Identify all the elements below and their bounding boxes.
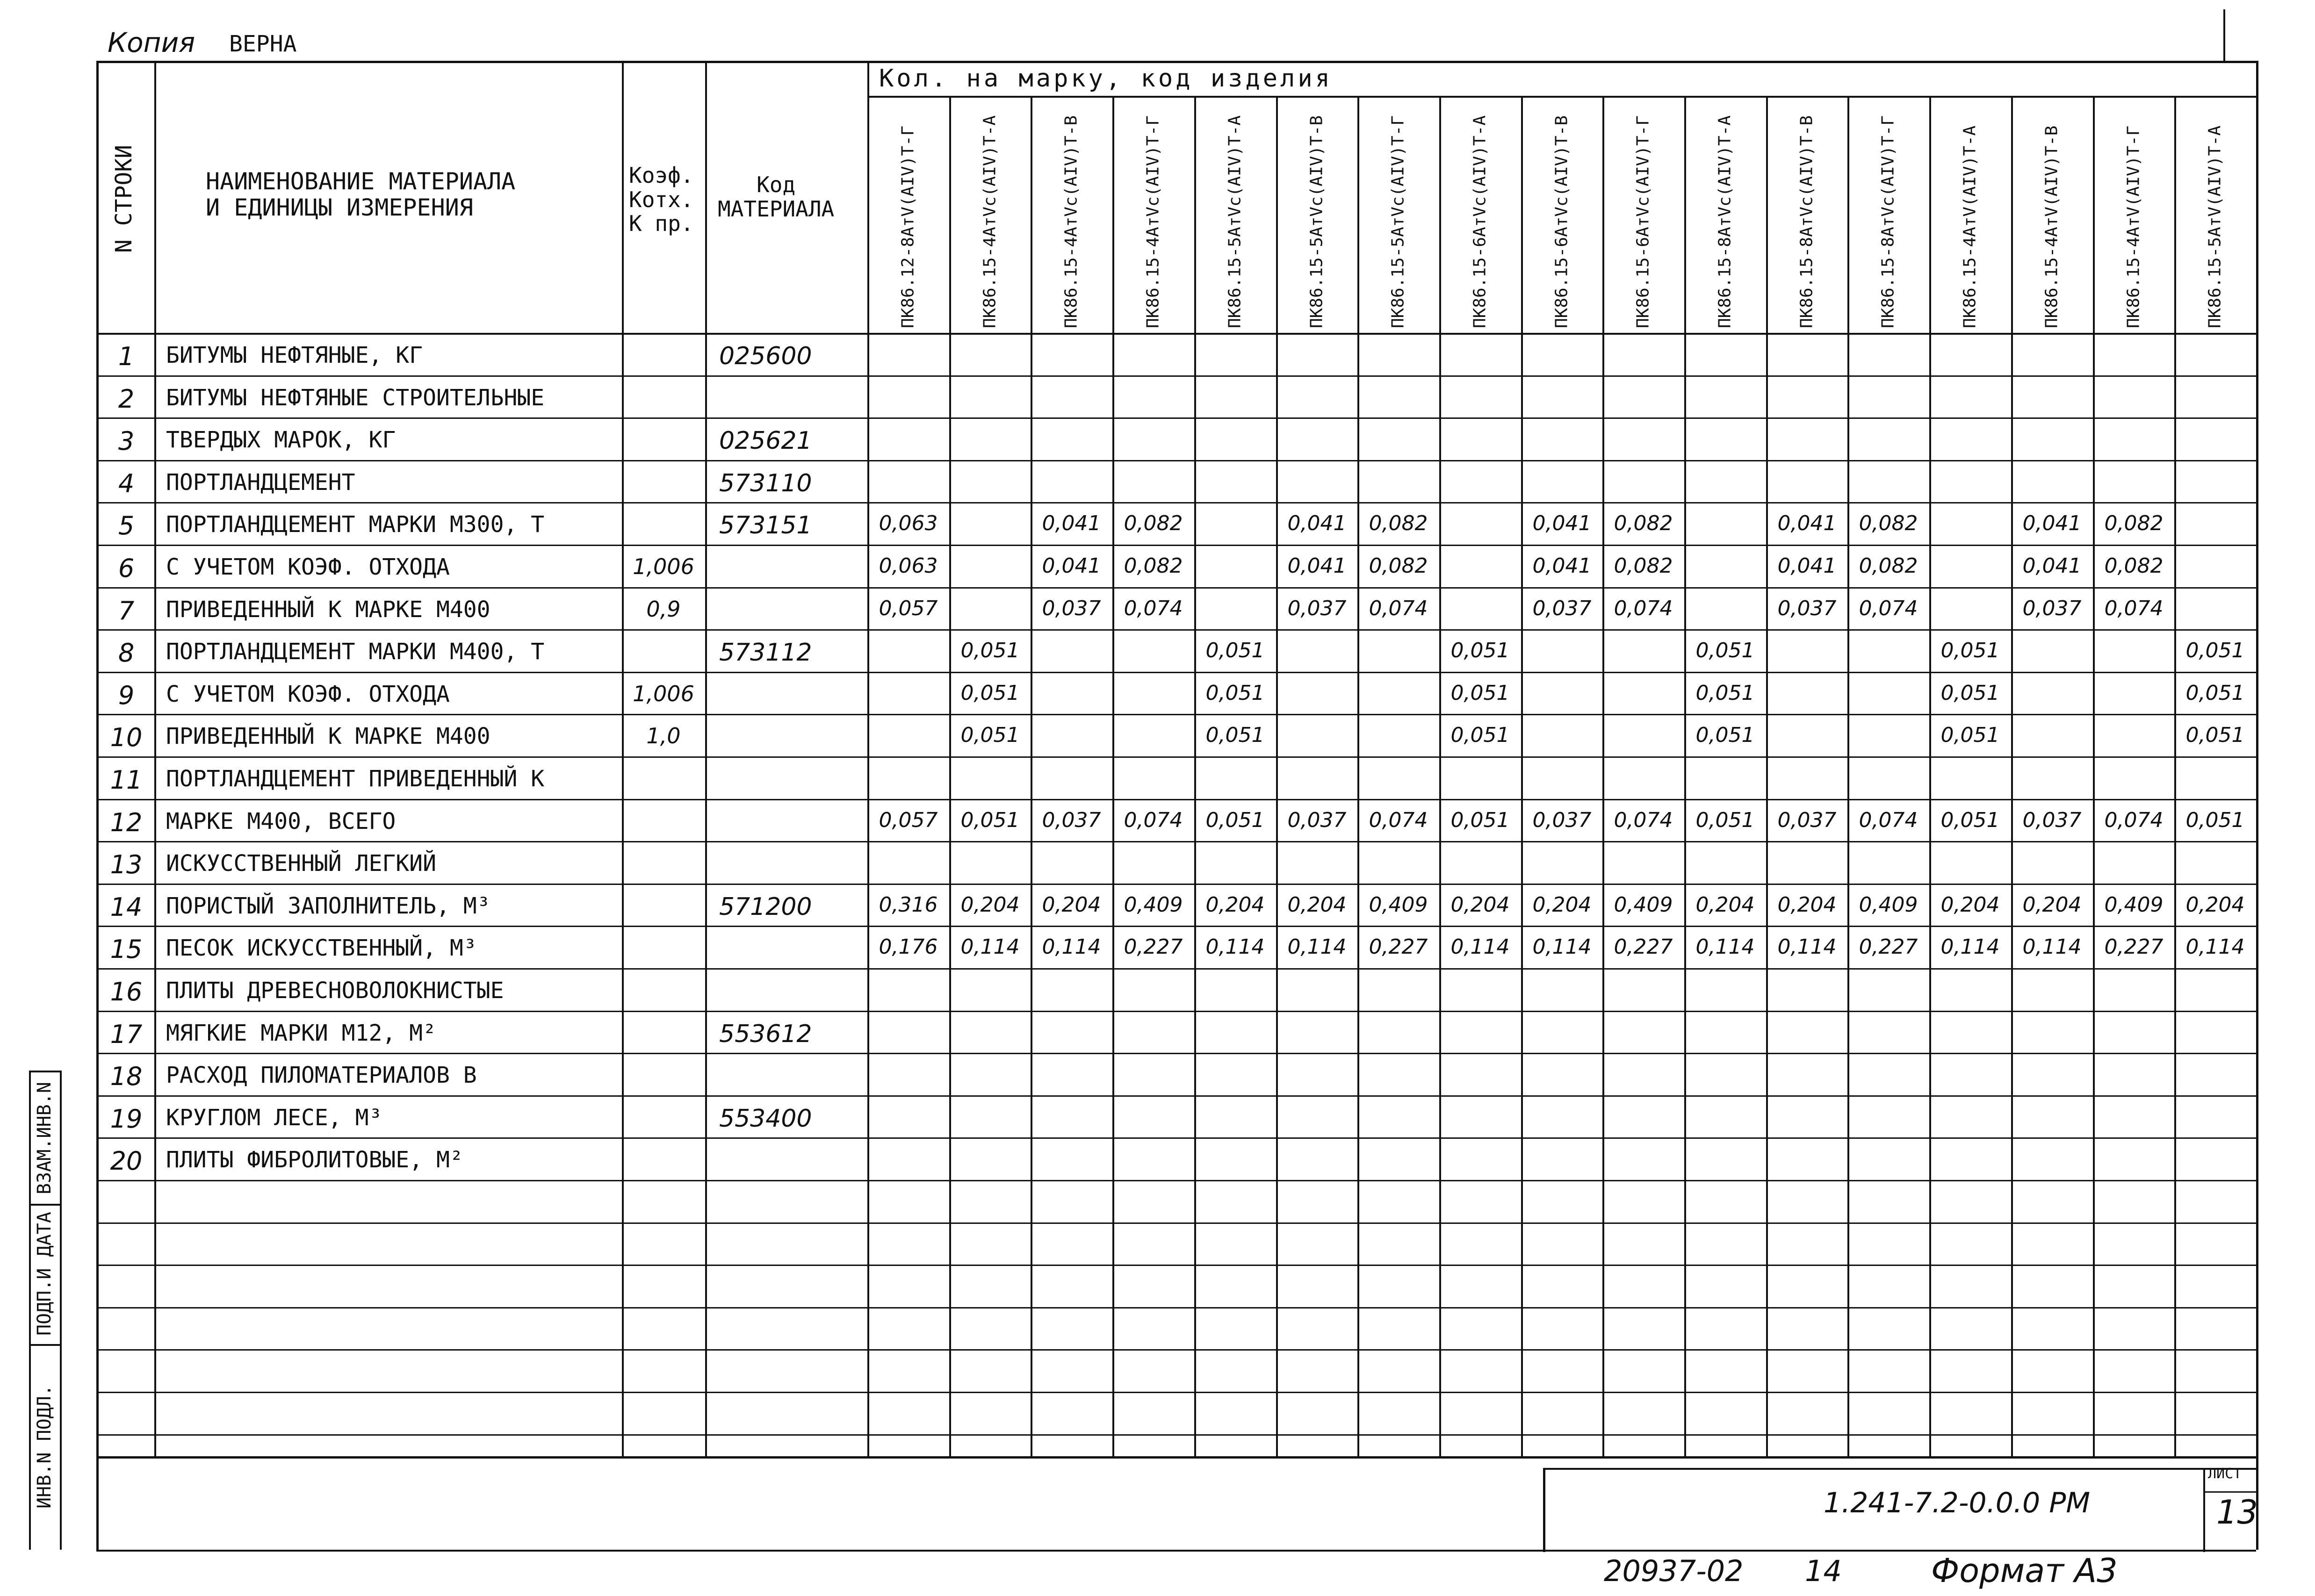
quantity-cell: 0,227 [1859,935,1918,959]
row-line [96,926,2256,927]
quantity-cell: 0,114 [2185,935,2245,959]
row-number: 3 [118,426,135,456]
quantity-cell: 0,041 [1042,511,1101,535]
quantity-cell: 0,041 [1042,554,1101,578]
quantity-cell: 0,041 [2022,554,2082,578]
row-number: 15 [110,935,143,964]
quantity-cell: 0,082 [1859,511,1918,535]
quantity-cell: 0,082 [2104,511,2164,535]
material-code: 025600 [719,342,812,370]
quantity-cell: 0,204 [1532,893,1592,917]
coefficient-header: Коэф. Котх. К пр. [629,163,694,237]
quantity-cell: 0,051 [960,723,1020,747]
row-number: 6 [118,554,135,583]
row-line [96,1180,2256,1181]
material-name: ПОРТЛАНДЦЕМЕНТ МАРКИ М300, Т [166,511,545,538]
row-line [96,714,2256,715]
row-line [96,841,2256,842]
product-column-line [1276,96,1278,1456]
product-column-line [1031,96,1032,1456]
quantity-cell: 0,114 [1940,935,2000,959]
quantity-cell: 0,051 [1205,639,1265,662]
row-line [96,460,2256,461]
material-code: 571200 [719,893,812,921]
material-code: 573112 [719,639,812,667]
row-line [96,417,2256,419]
quantity-cell: 0,051 [1695,808,1755,832]
quantity-cell: 0,227 [2104,935,2164,959]
group-header-line [867,96,2256,98]
product-column-line [1847,96,1849,1456]
quantity-cell: 0,204 [2185,893,2245,917]
side-stamp-div2 [29,1344,62,1346]
row-line [96,884,2256,885]
quantity-cell: 0,114 [1777,935,1837,959]
product-header: ПК86.15-5АтVс(АIV)Т-А [1225,115,1245,328]
quantity-cell: 0,051 [1450,681,1510,705]
quantity-cell: 0,051 [2185,808,2245,832]
product-header: ПК86.15-4АтV(АIV)Т-А [1960,125,1980,328]
material-code: 573151 [719,511,812,539]
row-number: 20 [110,1146,143,1176]
product-header: ПК86.15-5АтVс(АIV)Т-Г [1388,115,1408,328]
material-name: РАСХОД ПИЛОМАТЕРИАЛОВ В [166,1062,477,1088]
material-name: ПОРТЛАНДЦЕМЕНТ МАРКИ М400, Т [166,639,545,665]
sheet-cell-left [2203,1468,2205,1552]
quantity-cell: 0,176 [879,935,938,959]
quantity-cell: 0,082 [1369,554,1428,578]
quantity-cell: 0,051 [2185,639,2245,662]
quantity-cell: 0,051 [1205,681,1265,705]
quantity-cell: 0,204 [1450,893,1510,917]
side-stamp-sign: ПОДП.И ДАТА [34,1212,55,1336]
quantity-cell: 0,041 [1532,511,1592,535]
quantity-cell: 0,074 [1369,597,1428,620]
quantity-cell: 0,082 [1614,554,1673,578]
quantity-cell: 0,114 [1205,935,1265,959]
product-column-line [1357,96,1359,1456]
product-column-line [2011,96,2013,1456]
product-header: ПК86.15-4АтV(АIV)Т-Г [2124,125,2143,328]
coefficient: 1,006 [633,554,694,579]
frame-top [96,61,2256,63]
material-name-header: НАИМЕНОВАНИЕ МАТЕРИАЛА И ЕДИНИЦЫ ИЗМЕРЕНИЯ [206,168,516,221]
material-name: С УЧЕТОМ КОЭФ. ОТХОДА [166,554,450,580]
row-number-header: N СТРОКИ [111,144,137,253]
row-line [96,1307,2256,1308]
quantity-cell: 0,037 [1532,808,1592,832]
quantity-cell: 0,082 [1614,511,1673,535]
quantity-cell: 0,204 [1940,893,2000,917]
material-name: БИТУМЫ НЕФТЯНЫЕ СТРОИТЕЛЬНЫЕ [166,385,545,411]
quantity-cell: 0,057 [879,808,938,832]
product-column-line [2093,96,2095,1456]
product-column-line [2174,96,2176,1456]
row-number: 19 [110,1104,143,1134]
quantity-cell: 0,204 [1287,893,1347,917]
row-line [96,587,2256,589]
quantity-cell: 0,409 [1369,893,1428,917]
quantity-cell: 0,051 [2185,723,2245,747]
quantity-cell: 0,082 [1124,511,1183,535]
row-line [96,545,2256,546]
material-name: ИСКУССТВЕННЫЙ ЛЕГКИЙ [166,850,436,877]
side-stamp-inv: ИНВ.N ПОДЛ. [34,1385,55,1509]
paper-format: Формат А3 [1931,1552,2118,1590]
product-column-line [1602,96,1604,1456]
product-header: ПК86.15-5АтVс(АIV)Т-В [1307,115,1327,328]
quantity-cell: 0,057 [879,597,938,620]
row-line [96,799,2256,800]
sheet-label: ЛИСТ [2208,1466,2242,1482]
material-name: ПОРИСТЫЙ ЗАПОЛНИТЕЛЬ, М³ [166,893,490,919]
row-number: 9 [118,681,135,710]
row-number: 1 [118,342,135,371]
row-number: 8 [118,638,135,668]
row-number: 2 [118,384,135,414]
title-block-top [96,1456,2256,1459]
row-line [96,1137,2256,1139]
quantity-cell: 0,082 [1124,554,1183,578]
quantity-cell: 0,082 [1859,554,1918,578]
row-line [96,1011,2256,1012]
quantity-cell: 0,074 [1859,597,1918,620]
product-column-line [1194,96,1196,1456]
row-line [96,968,2256,970]
quantity-cell: 0,051 [960,808,1020,832]
quantity-cell: 0,051 [1695,681,1755,705]
sheet-number: 13 [2216,1493,2258,1531]
quantity-cell: 0,227 [1124,935,1183,959]
quantity-cell: 0,037 [2022,597,2082,620]
quantity-cell: 0,114 [1695,935,1755,959]
quantity-cell: 0,227 [1369,935,1428,959]
product-header: ПК86.15-4АтVс(АIV)Т-Г [1143,115,1163,328]
sheet-cell-divider [2203,1491,2256,1493]
row-line [96,756,2256,758]
quantity-cell: 0,041 [1777,511,1837,535]
product-header: ПК86.15-6АтVс(АIV)Т-А [1470,115,1490,328]
material-name: ПОРТЛАНДЦЕМЕНТ [166,469,355,496]
quantity-cell: 0,114 [1042,935,1101,959]
quantity-group-header: Кол. на марку, код изделия [879,65,1333,93]
quantity-cell: 0,074 [2104,597,2164,620]
material-name: ПЛИТЫ ДРЕВЕСНОВОЛОКНИСТЫЕ [166,978,504,1004]
side-stamp-top [29,1071,62,1072]
row-number: 17 [110,1020,143,1049]
quantity-cell: 0,114 [1287,935,1347,959]
copy-stamp: Копия [108,27,195,58]
product-header: ПК86.15-4АтV(АIV)Т-В [2042,125,2062,328]
quantity-cell: 0,227 [1614,935,1673,959]
product-column-line [1112,96,1114,1456]
column-line [154,61,156,1456]
row-number: 16 [110,977,143,1006]
quantity-cell: 0,051 [2185,681,2245,705]
title-block-upper [1543,1468,2256,1470]
quantity-cell: 0,114 [1450,935,1510,959]
material-name: БИТУМЫ НЕФТЯНЫЕ, КГ [166,342,423,368]
quantity-cell: 0,041 [1287,511,1347,535]
order-number: 20937-02 [1604,1554,1744,1588]
material-code: 573110 [719,469,812,497]
quantity-cell: 0,051 [1940,808,2000,832]
quantity-cell: 0,041 [2022,511,2082,535]
side-stamp-replace: ВЗАМ.ИНВ.N [34,1082,55,1195]
side-stamp-div1 [29,1204,62,1206]
material-name: МАРКЕ М400, ВСЕГО [166,808,396,834]
quantity-cell: 0,051 [960,639,1020,662]
row-line [96,1095,2256,1097]
material-code: 025621 [719,427,812,455]
row-number: 13 [110,850,143,879]
material-name: МЯГКИЕ МАРКИ М12, М² [166,1020,436,1046]
quantity-cell: 0,051 [1450,808,1510,832]
quantity-cell: 0,074 [1614,808,1673,832]
document-code: 1.241-7.2-0.0.0 РМ [1824,1487,2091,1519]
header-bottom-line [96,333,2256,335]
quantity-cell: 0,051 [1205,723,1265,747]
quantity-cell: 0,051 [1695,639,1755,662]
quantity-cell: 0,041 [1287,554,1347,578]
quantity-cell: 0,409 [1124,893,1183,917]
quantity-cell: 0,051 [1940,723,2000,747]
quantity-cell: 0,204 [1695,893,1755,917]
product-column-line [949,96,951,1456]
column-line [867,61,869,1456]
row-line [96,629,2256,631]
row-line [96,375,2256,377]
row-number: 10 [110,723,143,752]
quantity-cell: 0,114 [2022,935,2082,959]
quantity-cell: 0,037 [1532,597,1592,620]
material-name: ПЛИТЫ ФИБРОЛИТОВЫЕ, М² [166,1147,463,1173]
quantity-cell: 0,074 [1369,808,1428,832]
row-number: 11 [110,765,143,795]
quantity-cell: 0,037 [1287,597,1347,620]
material-name: ПРИВЕДЕННЫЙ К МАРКЕ М400 [166,723,490,749]
quantity-cell: 0,074 [1124,808,1183,832]
row-line [96,672,2256,673]
quantity-cell: 0,114 [1532,935,1592,959]
quantity-cell: 0,051 [960,681,1020,705]
product-column-line [1929,96,1931,1456]
quantity-cell: 0,082 [2104,554,2164,578]
quantity-cell: 0,409 [1859,893,1918,917]
verified-stamp: ВЕРНА [229,31,297,57]
product-header: ПК86.15-6АтVс(АIV)Т-В [1552,115,1572,328]
quantity-cell: 0,051 [1940,639,2000,662]
quantity-cell: 0,063 [879,511,938,535]
row-number: 5 [118,511,135,540]
row-line [96,1053,2256,1054]
quantity-cell: 0,063 [879,554,938,578]
row-line [96,1434,2256,1436]
footer-number: 14 [1805,1554,1842,1588]
quantity-cell: 0,204 [1777,893,1837,917]
material-code-header: Код МАТЕРИАЛА [718,172,835,222]
quantity-cell: 0,074 [2104,808,2164,832]
quantity-cell: 0,051 [1450,723,1510,747]
row-number: 14 [110,892,143,922]
row-number: 12 [110,808,143,837]
product-header: ПК86.12-8АтV(АIV)Т-Г [898,125,918,328]
coefficient: 1,006 [633,681,694,706]
product-column-line [1439,96,1441,1456]
material-name: КРУГЛОМ ЛЕСЕ, М³ [166,1105,382,1131]
quantity-cell: 0,316 [879,893,938,917]
product-header: ПК86.15-8АтVс(АIV)Т-Г [1878,115,1898,328]
material-name: ПРИВЕДЕННЫЙ К МАРКЕ М400 [166,597,490,623]
quantity-cell: 0,204 [960,893,1020,917]
row-number: 4 [118,469,135,498]
quantity-cell: 0,082 [1369,511,1428,535]
quantity-cell: 0,051 [1940,681,2000,705]
row-number: 18 [110,1062,143,1091]
quantity-cell: 0,204 [2022,893,2082,917]
quantity-cell: 0,037 [1042,597,1101,620]
quantity-cell: 0,204 [1042,893,1101,917]
material-name: ПЕСОК ИСКУССТВЕННЫЙ, М³ [166,935,477,961]
quantity-cell: 0,074 [1614,597,1673,620]
row-line [96,1222,2256,1224]
quantity-cell: 0,409 [2104,893,2164,917]
quantity-cell: 0,409 [1614,893,1673,917]
quantity-cell: 0,041 [1777,554,1837,578]
coefficient: 0,9 [646,597,681,622]
quantity-cell: 0,041 [1532,554,1592,578]
quantity-cell: 0,037 [2022,808,2082,832]
material-code: 553612 [719,1020,812,1048]
row-number: 7 [118,596,135,625]
product-header: ПК86.15-8АтVс(АIV)Т-В [1797,115,1817,328]
quantity-cell: 0,074 [1124,597,1183,620]
row-line [96,1392,2256,1393]
quantity-cell: 0,037 [1287,808,1347,832]
quantity-cell: 0,051 [1205,808,1265,832]
product-column-line [1521,96,1523,1456]
quantity-cell: 0,037 [1042,808,1101,832]
side-stamp-right [60,1071,62,1550]
title-block-left [1543,1468,1545,1552]
quantity-cell: 0,204 [1205,893,1265,917]
quantity-cell: 0,074 [1859,808,1918,832]
row-line [96,1349,2256,1351]
product-header: ПК86.15-5АтV(АIV)Т-А [2205,125,2225,328]
quantity-cell: 0,051 [1695,723,1755,747]
row-line [96,502,2256,503]
product-header: ПК86.15-4АтVс(АIV)Т-В [1061,115,1081,328]
quantity-cell: 0,037 [1777,597,1837,620]
product-header: ПК86.15-6АтVс(АIV)Т-Г [1633,115,1653,328]
frame-right [2256,61,2258,1550]
material-name: С УЧЕТОМ КОЭФ. ОТХОДА [166,681,450,707]
product-header: ПК86.15-4АтVс(АIV)Т-А [980,115,1000,328]
material-name: ТВЕРДЫХ МАРОК, КГ [166,427,396,453]
column-line [622,61,624,1456]
product-header: ПК86.15-8АтVс(АIV)Т-А [1715,115,1735,328]
quantity-cell: 0,037 [1777,808,1837,832]
column-line [705,61,707,1456]
material-code: 553400 [719,1105,812,1133]
product-column-line [1766,96,1768,1456]
material-name: ПОРТЛАНДЦЕМЕНТ ПРИВЕДЕННЫЙ К [166,766,545,792]
row-line [96,1265,2256,1266]
coefficient: 1,0 [646,723,681,748]
quantity-cell: 0,051 [1450,639,1510,662]
corner-mark [2223,9,2225,61]
quantity-cell: 0,114 [960,935,1020,959]
product-column-line [1684,96,1686,1456]
